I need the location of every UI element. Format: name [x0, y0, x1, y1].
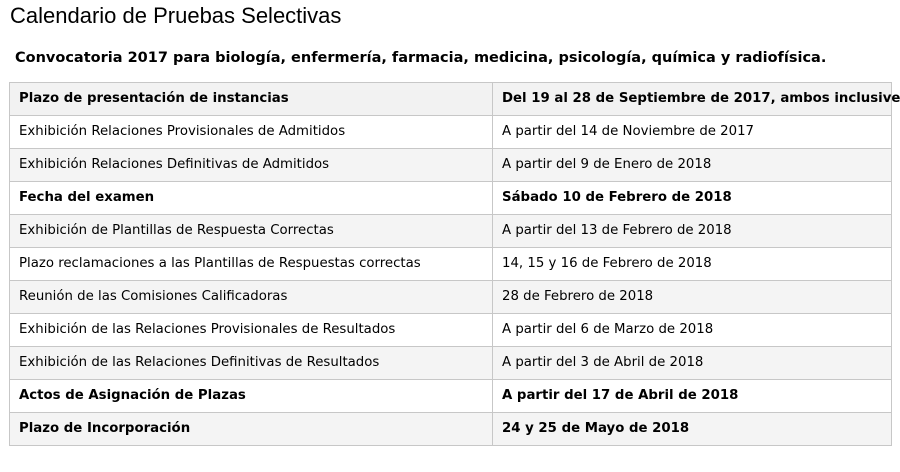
table-row [10, 149, 892, 182]
date-cell: 14, 15 y 16 de Febrero de 2018 [493, 248, 892, 281]
table-row [10, 116, 892, 149]
event-cell: Reunión de las Comisiones Calificadoras [10, 281, 493, 314]
date-cell: A partir del 13 de Febrero de 2018 [493, 215, 892, 248]
event-cell: Exhibición de las Relaciones Definitivas de Resultados [10, 347, 493, 380]
event-cell: Plazo reclamaciones a las Plantillas de Respuestas correctas [10, 248, 493, 281]
table-row [10, 248, 892, 281]
date-cell: A partir del 14 de Noviembre de 2017 [493, 116, 892, 149]
date-cell: A partir del 17 de Abril de 2018 [493, 380, 892, 413]
table-row [10, 215, 892, 248]
calendar-table-container [9, 82, 900, 446]
event-cell: Actos de Asignación de Plazas [10, 380, 493, 413]
date-cell: 24 y 25 de Mayo de 2018 [493, 413, 892, 446]
event-cell: Exhibición Relaciones Provisionales de Admitidos [10, 116, 493, 149]
date-cell: 28 de Febrero de 2018 [493, 281, 892, 314]
event-cell: Exhibición de las Relaciones Provisionales de Resultados [10, 314, 493, 347]
table-row [10, 347, 892, 380]
table-row-assignment [10, 380, 892, 413]
table-row [10, 281, 892, 314]
event-cell: Exhibición de Plantillas de Respuesta Correctas [10, 215, 493, 248]
page-title: Calendario de Pruebas Selectivas [10, 3, 342, 28]
date-cell: Del 19 al 28 de Septiembre de 2017, ambos inclusive [493, 83, 892, 116]
calendar-table [9, 82, 900, 446]
table-row-incorporation [10, 413, 892, 446]
event-cell: Plazo de Incorporación [10, 413, 493, 446]
date-cell: A partir del 3 de Abril de 2018 [493, 347, 892, 380]
event-cell: Plazo de presentación de instancias [10, 83, 493, 116]
table-row [10, 314, 892, 347]
event-cell: Fecha del examen [10, 182, 493, 215]
table-row-submission-period [10, 83, 892, 116]
page-subtitle: Convocatoria 2017 para biología, enfermería, farmacia, medicina, psicología, química y radiofísica. [15, 50, 827, 66]
date-cell: Sábado 10 de Febrero de 2018 [493, 182, 892, 215]
event-cell: Exhibición Relaciones Definitivas de Admitidos [10, 149, 493, 182]
date-cell: A partir del 6 de Marzo de 2018 [493, 314, 892, 347]
date-cell: A partir del 9 de Enero de 2018 [493, 149, 892, 182]
table-row-exam-date [10, 182, 892, 215]
